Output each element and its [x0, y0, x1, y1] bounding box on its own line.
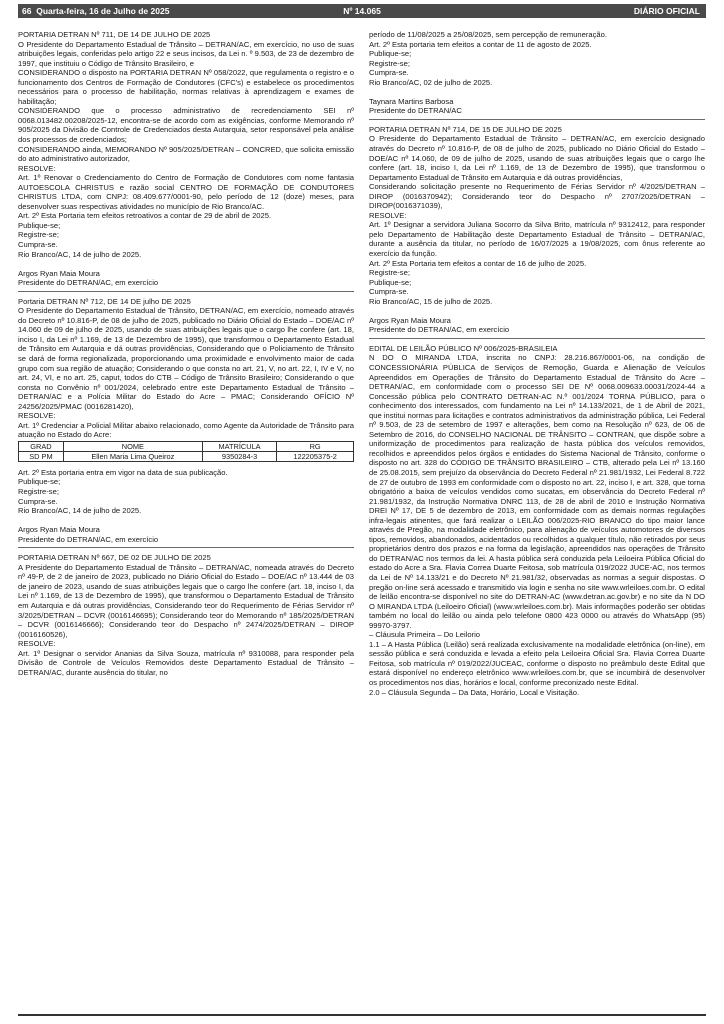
portaria-712-registre: Registre-se;	[18, 487, 59, 497]
portaria-711-role: Presidente do DETRAN/AC, em exercício	[18, 278, 159, 288]
portaria-714-publique: Publique-se;	[369, 277, 412, 287]
portaria-714-registre: Registre-se;	[369, 268, 410, 278]
portaria-712-art1: Art. 1º Credenciar a Policial Militar abaixo relacionado, como Agente da Autoridade de Trânsito para atuação no Estado do Acre:	[18, 420, 354, 440]
edital-clausula-segunda: 2.0 – Cláusula Segunda – Da Data, Horário, Local e Visitação.	[369, 687, 580, 697]
table-cell-matricula: 9350284-3	[202, 451, 276, 461]
portaria-711-cumpra: Cumpra-se.	[18, 240, 58, 250]
portaria-667-title: PORTARIA DETRAN Nº 667, DE 02 DE JULHO DE 2025	[18, 553, 211, 563]
divider	[18, 547, 354, 548]
page-number-date: 66 Quarta-feira, 16 de Julho de 2025	[22, 6, 170, 16]
publication-name: DIÁRIO OFICIAL	[633, 6, 700, 16]
portaria-711-considerando-3: CONSIDERANDO ainda, MEMORANDO Nº 905/2025/DETRAN – CONCRED, que solicita emissão do ato administrativo autorizador,	[18, 144, 354, 164]
portaria-714-role: Presidente do DETRAN/AC, em exercício	[369, 325, 510, 335]
portaria-711-registre: Registre-se;	[18, 230, 59, 240]
portaria-711-art1: Art. 1º Renovar o Credenciamento do Centro de Formação de Condutores com nome fantasia AUTOESCOLA CHRISTUS e razão social CENTRO DE FORMAÇÃO DE CONDUTORES CHRISTUS LTDA, com CNPJ: 08.409.677/0001-90, pelo período de 12 (doze) meses, para desenvolver suas respectivas atividades no município de Rio Branco/AC.	[18, 173, 354, 211]
edital-body: N DO O MIRANDA LTDA, inscrita no CNPJ: 28.216.867/0001-06, na condição de CONCESSIONÁRIA PÚBLICA de Serviços de Remoção, Guarda e Alienação de Veículos Apreendidos em Operações de Trânsito do Departamento Estadual de Trânsito do Acre – DETRAN/AC, em conformidade com o processo SEI DE Nº 0068.009633.00031/2024-44 a Concessão pública pelo CONTRATO DETRAN-AC N.º 001/2024 TORNA PÚBLICO, para o conhecimento dos interessados, com fundamento na Lei nº 14.133/2021, de 1 de Abril de 2021, que institui normas para licitações e contratos administrativos da administração pública, Lei Federal nº 9.503, de 23 de setembro de 1997 e alterações, bem como na Resolução nº 623, de 06 de Setembro de 2016, do CONSELHO NACIONAL DE TRÂNSITO – CONTRAN, que dispõe sobre a uniformização de procedimentos para realização de hasta pública dos veículos removidos, recolhidos e apreendidos pelos órgãos e entidades do Sistema Nacional de Trânsito, conforme o disposto no art. 328 do CÓDIGO DE TRÂNSITO BRASILEIRO – CTB, alterado pela Lei nº 13.160 de 25.08.2015, sem prejuízo da observância do Decreto Federal nº 21.981/1932, Lei Federal 8.722 de 27 de outubro de 1993 em conformidade com o disposto no art. 22, inciso I, e art. 328, que torna obrigatório a baixa de veículos vendidos como sucatas, em observância do Decreto Federal nº 21.981/1932, da Instrução Normativa DNRC 113, de 28 de abril de 2010 e Instrução Normativa DREI Nº 17, DE 5 de dezembro de 2013, em conformidade com as demais normas regulações infra-legais atinentes, que fará realizar o LEILÃO 006/2025-RIO BRANCO do tipo maior lance através de Pregão, na modalidade eletrônico, para alienação de veículos automotores de diversos tipos, removidos, abandonados, acidentados ou recolhidos a qualquer título, não retirados por seus proprietários dentro dos prazos e na forma da legislação, apreendidos nas operações de Trânsito do DETRAN/AC nos termos da lei. A hasta pública será conduzida pela Leiloeira Pública Oficial do estado do Acre a Sra. Flavia Correa Duarte Feitosa, sob matrícula 019/2022 JUCE-AC, nos termos da Lei de Nº 14.133/21 e do Decreto Nº 21.981/32, observadas as normas a seguir dispostas. O pregão on-line será acessado e transmitido via login e senha no site www.wrleiloes.com.br. O edital de leilão encontra-se disponível no site do DETRAN-AC (www.detran.ac.gov.br) e no site da N DO O MIRANDA LTDA (Leiloeiro Oficial) (www.wrleiloes.com.br). Mais informações poderão ser obtidas também no local do leilão ou ainda pelo telefone 0800 423 0000 ou através do WhatsApp (95) 99970-3797.	[369, 353, 705, 630]
portaria-667-signer: Taynara Martins Barbosa	[369, 96, 454, 106]
divider	[18, 291, 354, 292]
edital-title: EDITAL DE LEILÃO PÚBLICO Nº 006/2025-BRASILEIA	[369, 343, 558, 353]
edition-number: Nº 14.065	[343, 6, 381, 16]
portaria-712-cumpra: Cumpra-se.	[18, 496, 58, 506]
portaria-667-art1: Art. 1º Designar o servidor Ananias da Silva Souza, matrícula nº 9310088, para responder pela Divisão de Controle de Veículos Removidos deste Departamento Estadual de Trânsito – DETRAN/AC, durante ausência do titular, no	[18, 648, 354, 677]
portaria-712	[18, 297, 354, 545]
table-cell-grad: SD PM	[19, 451, 64, 461]
table-header-grad: GRAD	[19, 441, 64, 451]
divider	[369, 119, 705, 120]
portaria-714-considerando: Considerando solicitação presente no Requerimento de Férias Servidor nº 4/2025/DETRAN – DIROP (0016370942); Considerando teor do Despacho nº 2707/2025/DETRAN – DIROP(0016371039),	[369, 182, 705, 211]
table-header-matricula: MATRÍCULA	[202, 441, 276, 451]
portaria-711-body: O Presidente do Departamento Estadual de Trânsito – DETRAN/AC, em exercício, no uso de suas atribuições legais, conferidas pelo artigo 22 e seus incisos, da Lei n. º 9.503, de 23 de dezembro de 1997, que instituiu o Código de Trânsito Brasileiro, e	[18, 39, 354, 68]
portaria-714-title: PORTARIA DETRAN Nº 714, DE 15 DE JULHO DE 2025	[369, 124, 562, 134]
portaria-714-cumpra: Cumpra-se.	[369, 287, 409, 297]
portaria-712-resolve: RESOLVE:	[18, 411, 56, 421]
portaria-712-role: Presidente do DETRAN/AC, em exercício	[18, 534, 159, 544]
portaria-667-art2: Art. 2º Esta portaria tem efeitos a contar de 11 de agosto de 2025.	[369, 39, 592, 49]
portaria-711-considerando-1: CONSIDERANDO o disposto na PORTARIA DETRAN Nº 058/2022, que regulamenta o registro e o funcionamento dos Centros de Formação de Condutores (CFC's) e estabelece os procedimentos necessários para o processo de habilitação, normas relativas à aprendizagem e exames de habilitação;	[18, 68, 354, 106]
table-cell-nome: Ellen Maria Lima Queiroz	[63, 451, 202, 461]
portaria-714-signer: Argos Ryan Maia Moura	[369, 315, 451, 325]
page-header	[18, 4, 706, 18]
portaria-714-art1: Art. 1º Designar a servidora Juliana Socorro da Silva Brito, matrícula nº 9312412, para responder pelo Departamento de Habilitação deste Departamento Estadual de Trânsito – DETRAN/AC, durante a ausência da titular, no período de 16/07/2025 a 19/08/2025, com ônus referente ao exercício da função.	[369, 220, 705, 258]
portaria-711-title: PORTARIA DETRAN Nº 711, DE 14 DE JULHO DE 2025	[18, 30, 211, 39]
credential-table	[18, 441, 354, 462]
portaria-667-continued	[369, 30, 705, 116]
edital-clausula-1-1: 1.1 – A Hasta Pública (Leilão) será realizada exclusivamente na modalidade eletrônica (on-line), em sessão pública e será conduzida e levada a efeito pela Leiloeira Oficial Sra. Flavia Correa Duarte Feitosa, sob matrícula nº 019/2022/JUCEAC, conforme o disposto no preâmbulo deste Edital que estará disponível no endereço eletrônico www.wrleiloes.com.br, que se incumbirá de desenvolver os procedimentos nos dias, horários e local, conforme preconizado neste Edital.	[369, 639, 705, 687]
portaria-667-role: Presidente do DETRAN/AC	[369, 106, 462, 116]
divider	[369, 338, 705, 339]
portaria-714-body: O Presidente do Departamento Estadual de Trânsito – DETRAN/AC, em exercício designado através do Decreto nº 10.816-P, de 08 de julho de 2025, publicado no Diário Oficial do Estado – DOE/AC nº 14.060, de 09 de julho de 2025, usando de suas atribuições legais que o cargo lhe confere (art. 18, inciso I, da Lei nº 1.169, de 13 de Dezembro de 1995), que transformou o Departamento Estadual de Trânsito em Autarquia e dá outras providências,	[369, 134, 705, 182]
portaria-711-considerando-2: CONSIDERANDO que o processo administrativo de recredenciamento SEI nº 0068.013482.00208/2025-12, encontra-se de acordo com as exigências, conforme Memorando nº 905/2025 da Divisão de Controle de Credenciados desta Autarquia, setor responsável pela análise dos processos de credenciados;	[18, 106, 354, 145]
portaria-714-resolve: RESOLVE:	[369, 210, 407, 220]
table-header-rg: RG	[277, 441, 354, 451]
portaria-712-title: Portaria DETRAN Nº 712, DE 14 DE julho DE 2025	[18, 296, 191, 306]
portaria-714	[369, 125, 705, 335]
portaria-667-publique: Publique-se;	[369, 49, 412, 59]
portaria-712-place-date: Rio Branco/AC, 14 de julho de 2025.	[18, 506, 142, 516]
left-column	[18, 30, 354, 677]
portaria-711-publique: Publique-se;	[18, 220, 61, 230]
portaria-711-signer: Argos Ryan Maia Moura	[18, 268, 100, 278]
portaria-711	[18, 30, 354, 288]
portaria-711-resolve: RESOLVE:	[18, 163, 56, 173]
portaria-667-body: A Presidente do Departamento Estadual de Trânsito – DETRAN/AC, nomeada através do Decreto nº 49-P, de 2 de janeiro de 2023, publicado no Diário Oficial do Estado – DOE/AC nº 13.444 de 03 de janeiro de 2023, usando de suas atribuições legais que o cargo lhe confere (art. 18, inciso I, da Lei nº 1.169, de 13 de Dezembro de 1995), que transformou o Departamento Estadual de Trânsito em Autarquia e dá outras providências, Considerando teor do Requerimento de Férias Servidor nº 3/2025/DETRAN – DCVR (0016146695); Considerando teor do Memorando nº 185/2025/DETRAN – DCVR (0016146666); Considerando teor do Despacho nº 2474/2025/DETRAN – DIROP (0016160526),	[18, 562, 354, 639]
footer-rule	[18, 1014, 706, 1016]
portaria-667	[18, 553, 354, 677]
portaria-667-continuation: período de 11/08/2025 a 25/08/2025, sem percepção de remuneração.	[369, 30, 607, 39]
table-header-nome: NOME	[63, 441, 202, 451]
portaria-667-resolve: RESOLVE:	[18, 639, 56, 649]
portaria-711-place-date: Rio Branco/AC, 14 de julho de 2025.	[18, 249, 142, 259]
table-row	[19, 451, 354, 461]
table-cell-rg: 122205375-2	[277, 451, 354, 461]
portaria-667-registre: Registre-se;	[369, 58, 410, 68]
portaria-712-signer: Argos Ryan Maia Moura	[18, 525, 100, 535]
portaria-667-cumpra: Cumpra-se.	[369, 68, 409, 78]
portaria-712-body: O Presidente do Departamento Estadual de Trânsito, DETRAN/AC, em exercício, nomeado através do Decreto nº 10.816-P, de 08 de julho de 2025, publicado no Diário Oficial do Estado – DOE/AC nº 14.060 de 09 de julho de 2025, usando de suas atribuições legais que o cargo lhe confere (art. 18, inciso I, da Lei nº 1.169, de 13 de Dezembro de 1995), que transformou o Departamento Estadual de Trânsito em Autarquia e dá outras providências, Considerando que o Policiamento de Trânsito se dará de forma regionalizada, proporcionando uma proximidade e envolvimento maior de cada grupo com sua região de atuação; Considerando o que consta no art. 21, V, no art. 22, I, IV e V, no art. 24, VI, e no art. 25, caput, todos do CTB – Código de Trânsito Brasileiro; Considerando o que consta no Convênio nº 001/2024, celebrado entre este Departamento Estadual de Trânsito – DETRAN/AC e a Polícia Militar do Estado do Acre – PMAC; Considerando OFÍCIO Nº 24256/2025/PMAC (0016281420),	[18, 306, 354, 411]
portaria-667-place-date: Rio Branco/AC, 02 de julho de 2025.	[369, 77, 493, 87]
edital-clausula-primeira: – Cláusula Primeira – Do Leilorio	[369, 630, 481, 640]
portaria-714-place-date: Rio Branco/AC, 15 de julho de 2025.	[369, 296, 493, 306]
right-column	[369, 30, 705, 697]
portaria-714-art2: Art. 2º Esta Portaria tem efeitos a contar de 16 de julho de 2025.	[369, 258, 587, 268]
portaria-711-art2: Art. 2º Esta Portaria tem efeitos retroativos a contar de 29 de abril de 2025.	[18, 211, 272, 221]
portaria-712-art2: Art. 2º Esta portaria entra em vigor na data de sua publicação.	[18, 467, 228, 477]
portaria-712-publique: Publique-se;	[18, 477, 61, 487]
edital-leilao	[369, 344, 705, 697]
